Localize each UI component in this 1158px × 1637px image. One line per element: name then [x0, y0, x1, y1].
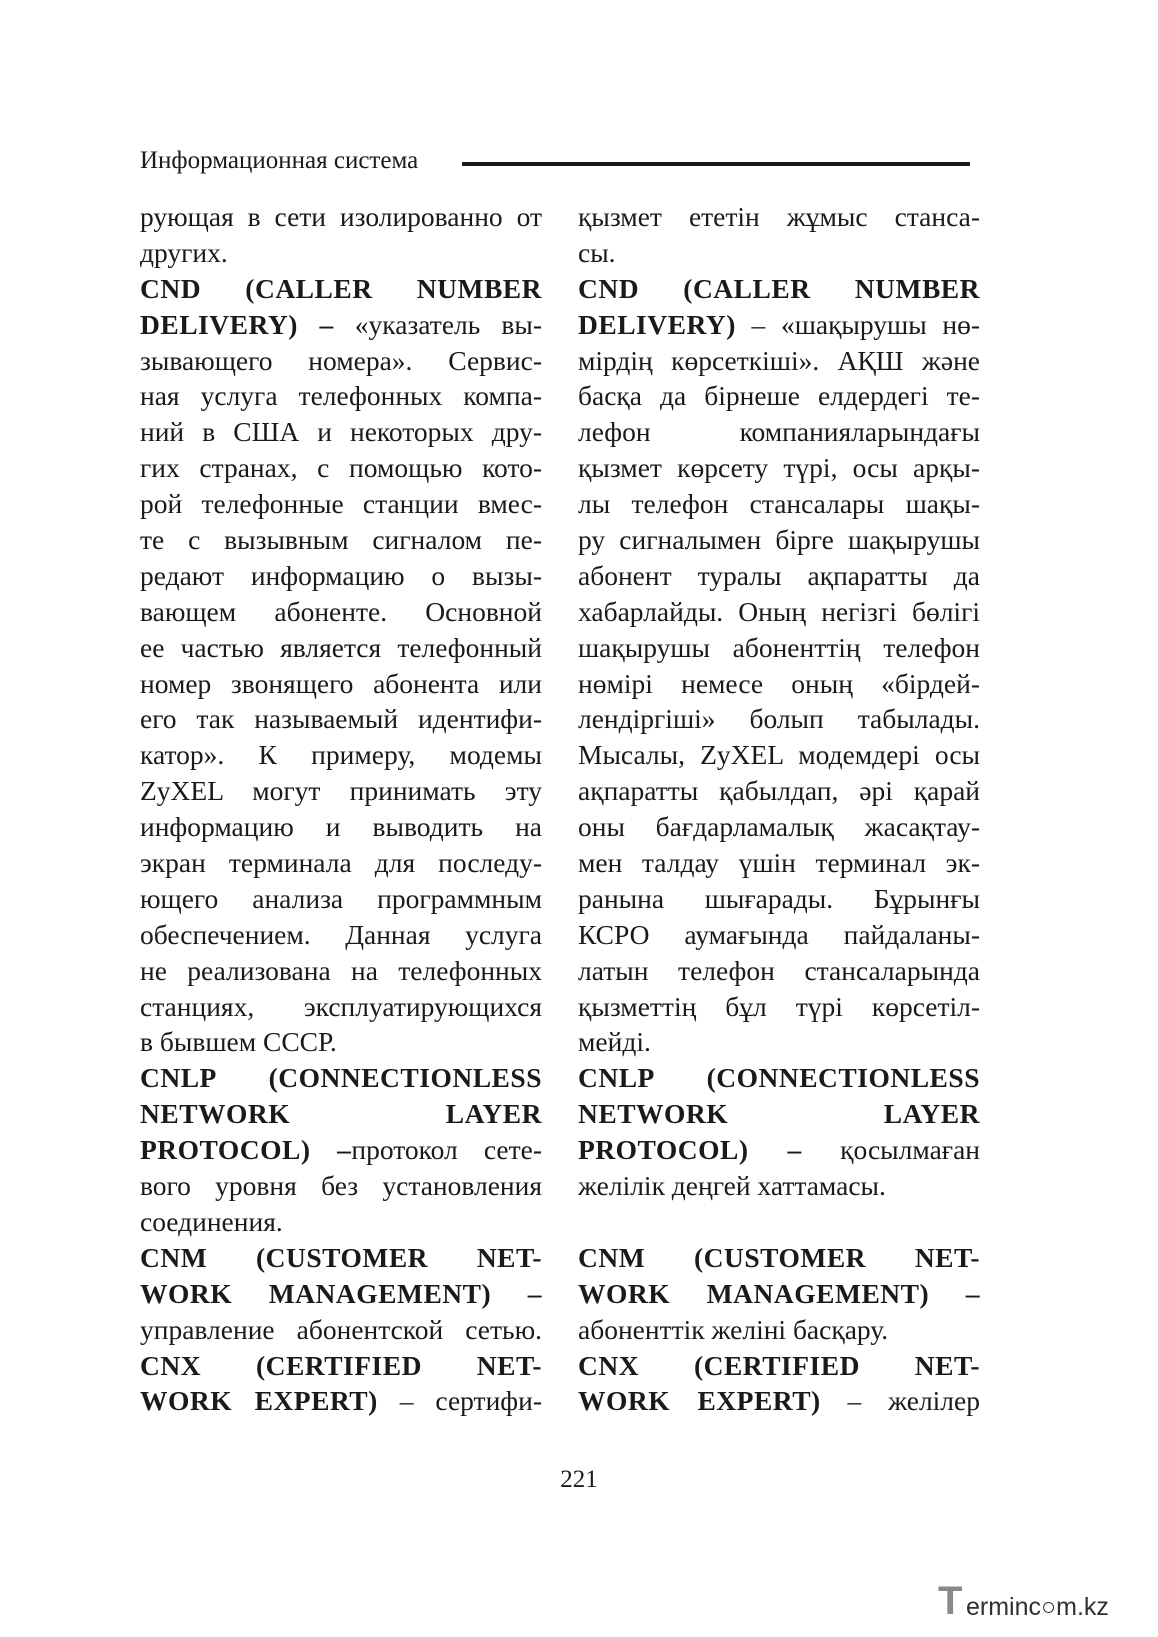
text-line	[140, 199, 542, 235]
text-line	[578, 594, 980, 630]
text-line	[140, 1024, 542, 1060]
definition-text: вого уровня без установления	[140, 1170, 542, 1202]
glossary-term: PROTOCOL) –	[140, 1134, 352, 1166]
text-line	[578, 845, 980, 881]
text-line	[140, 1383, 542, 1419]
definition-text: шақырушы абоненттің телефон	[578, 631, 980, 663]
watermark-text: erminc○m.kz	[966, 1593, 1109, 1621]
definition-text: управление абонентской сетью.	[140, 1313, 542, 1345]
definition-text: – «шақырушы нө-	[735, 308, 980, 340]
definition-text: нөмірі немесе оның «бірдей-	[578, 667, 980, 699]
glossary-term: CND (CALLER NUMBER	[578, 272, 980, 304]
definition-text: қызмет ететін жұмыс станса-	[578, 201, 980, 232]
text-line	[578, 378, 980, 414]
definition-text: лефон компанияларындағы	[578, 416, 980, 448]
definition-text: сы.	[578, 236, 616, 268]
glossary-term: CNM (CUSTOMER NET-	[578, 1241, 980, 1273]
site-watermark	[938, 1579, 1138, 1625]
column-russian	[140, 199, 542, 1419]
definition-text: хабарлайды. Оның негізгі бөлігі	[578, 595, 980, 627]
text-line	[578, 773, 980, 809]
definition-text: ZyXEL могут принимать эту	[140, 775, 542, 807]
definition-text: других.	[140, 236, 228, 268]
definition-text: станциях, эксплуатирующихся	[140, 990, 542, 1022]
definition-text: латын телефон стансаларында	[578, 954, 980, 986]
text-line	[578, 1312, 980, 1348]
blank-line	[578, 1204, 980, 1240]
definition-text: лы телефон стансалары шақы-	[578, 488, 980, 520]
definition-text: «указатель вы-	[333, 308, 542, 340]
text-line	[140, 1060, 542, 1096]
text-line	[140, 917, 542, 953]
definition-text: протокол сете-	[351, 1134, 542, 1166]
text-line	[140, 1348, 542, 1384]
definition-text: қосылмаған	[801, 1134, 980, 1166]
text-line	[140, 1132, 542, 1168]
definition-text: экран терминала для последу-	[140, 847, 542, 879]
text-line	[578, 450, 980, 486]
header-rule	[462, 162, 970, 166]
text-line	[140, 737, 542, 773]
text-line	[578, 666, 980, 702]
text-line	[140, 1276, 542, 1312]
text-line	[578, 1060, 980, 1096]
text-line	[140, 630, 542, 666]
text-line	[140, 989, 542, 1025]
text-line	[578, 953, 980, 989]
text-line	[578, 1348, 980, 1384]
text-line	[140, 701, 542, 737]
text-line	[578, 558, 980, 594]
definition-text: рующая в сети изолированно от	[140, 201, 542, 232]
text-line	[140, 1204, 542, 1240]
glossary-term: WORK MANAGEMENT) –	[578, 1277, 980, 1309]
glossary-term: NETWORK LAYER	[578, 1098, 980, 1130]
text-line	[140, 307, 542, 343]
glossary-term: DELIVERY)	[578, 308, 736, 340]
definition-text: соединения.	[140, 1205, 283, 1237]
text-line	[140, 378, 542, 414]
definition-text: его так называемый идентифи-	[140, 703, 542, 735]
text-line	[140, 666, 542, 702]
text-line	[578, 1168, 980, 1204]
glossary-term: DELIVERY) –	[140, 308, 334, 340]
definition-text: обеспечением. Данная услуга	[140, 918, 542, 950]
glossary-term: CNX (CERTIFIED NET-	[578, 1349, 980, 1381]
glossary-term: CNM (CUSTOMER NET-	[140, 1241, 542, 1273]
definition-text: оны бағдарламалық жасақтау-	[578, 811, 980, 843]
text-line	[578, 917, 980, 953]
text-line	[140, 809, 542, 845]
running-header	[140, 145, 970, 185]
definition-text: Мысалы, ZyXEL модемдері осы	[578, 739, 980, 771]
glossary-term: NETWORK LAYER	[140, 1098, 542, 1130]
definition-text: вающем абоненте. Основной	[140, 595, 542, 627]
text-line	[578, 522, 980, 558]
text-line	[140, 1312, 542, 1348]
definition-text: ная услуга телефонных компа-	[140, 380, 542, 412]
definition-text: басқа да бірнеше елдердегі те-	[578, 380, 980, 412]
glossary-term: WORK MANAGEMENT) –	[140, 1277, 542, 1309]
definition-text: – сертифи-	[377, 1385, 542, 1417]
text-line	[578, 1132, 980, 1168]
definition-text: абоненттік желіні басқару.	[578, 1313, 889, 1345]
text-line	[578, 271, 980, 307]
text-line	[140, 271, 542, 307]
text-line	[140, 450, 542, 486]
definition-text: КСРО аумағында пайдаланы-	[578, 918, 980, 950]
definition-text: мірдің көрсеткіші». АҚШ және	[578, 344, 980, 376]
watermark-logo-letter: T	[938, 1579, 963, 1623]
text-line	[578, 630, 980, 666]
text-line	[578, 307, 980, 343]
text-line	[578, 343, 980, 379]
definition-text: ний в США и некоторых дру-	[140, 416, 542, 448]
text-line	[578, 809, 980, 845]
text-line	[140, 1096, 542, 1132]
definition-text: абонент туралы ақпаратты да	[578, 559, 980, 591]
text-line	[140, 881, 542, 917]
definition-text: мен талдау үшін терминал эк-	[578, 847, 980, 879]
glossary-term: CNLP (CONNECTIONLESS	[140, 1062, 542, 1094]
text-line	[140, 486, 542, 522]
definition-text: ранына шығарады. Бұрынғы	[578, 882, 980, 914]
definition-text: катор». К примеру, модемы	[140, 739, 542, 771]
definition-text: лендіргіші» болып табылады.	[578, 703, 980, 735]
text-line	[140, 1168, 542, 1204]
definition-text: желілік деңгей хаттамасы.	[578, 1170, 886, 1202]
text-line	[140, 414, 542, 450]
text-line	[140, 773, 542, 809]
definition-text: гих странах, с помощью кото-	[140, 452, 542, 484]
text-line	[578, 414, 980, 450]
text-line	[578, 881, 980, 917]
text-line	[578, 1096, 980, 1132]
definition-text: редают информацию о вызы-	[140, 559, 542, 591]
text-line	[140, 845, 542, 881]
running-header-title: Информационная система	[140, 147, 419, 174]
glossary-term: WORK EXPERT)	[140, 1385, 378, 1417]
definition-text: ру сигналымен бірге шақырушы	[578, 524, 980, 556]
text-line	[578, 701, 980, 737]
definition-text: рой телефонные станции вмес-	[140, 488, 542, 520]
glossary-term: WORK EXPERT)	[578, 1385, 821, 1417]
definition-text: те с вызывным сигналом пе-	[140, 524, 542, 556]
text-line	[578, 199, 980, 235]
page-number: 221	[560, 1466, 598, 1493]
definition-text: ющего анализа программным	[140, 882, 542, 914]
definition-text: – желілер	[820, 1385, 980, 1417]
text-line	[140, 1240, 542, 1276]
definition-text: қызметтің бұл түрі көрсетіл-	[578, 990, 980, 1022]
definition-text: в бывшем СССР.	[140, 1026, 337, 1058]
text-line	[578, 486, 980, 522]
definition-text: зывающего номера». Сервис-	[140, 344, 542, 376]
glossary-term: CND (CALLER NUMBER	[140, 272, 542, 304]
text-line	[140, 558, 542, 594]
text-line	[140, 953, 542, 989]
text-line	[140, 522, 542, 558]
glossary-term: CNLP (CONNECTIONLESS	[578, 1062, 980, 1094]
text-line	[578, 1240, 980, 1276]
text-line	[578, 235, 980, 271]
definition-text: мейді.	[578, 1026, 651, 1058]
definition-text: номер звонящего абонента или	[140, 667, 542, 699]
text-line	[578, 737, 980, 773]
text-line	[578, 989, 980, 1025]
text-line	[578, 1383, 980, 1419]
text-line	[578, 1276, 980, 1312]
glossary-term: PROTOCOL) –	[578, 1134, 802, 1166]
text-line	[140, 594, 542, 630]
definition-text: қызмет көрсету түрі, осы арқы-	[578, 452, 980, 484]
text-line	[578, 1024, 980, 1060]
glossary-term: CNX (CERTIFIED NET-	[140, 1349, 542, 1381]
column-kazakh	[578, 199, 980, 1419]
definition-text: ее частью является телефонный	[140, 631, 542, 663]
definition-text: ақпаратты қабылдап, әрі қарай	[578, 775, 980, 807]
definition-text: не реализована на телефонных	[140, 954, 542, 986]
text-line	[140, 235, 542, 271]
definition-text: информацию и выводить на	[140, 811, 542, 843]
text-line	[140, 343, 542, 379]
